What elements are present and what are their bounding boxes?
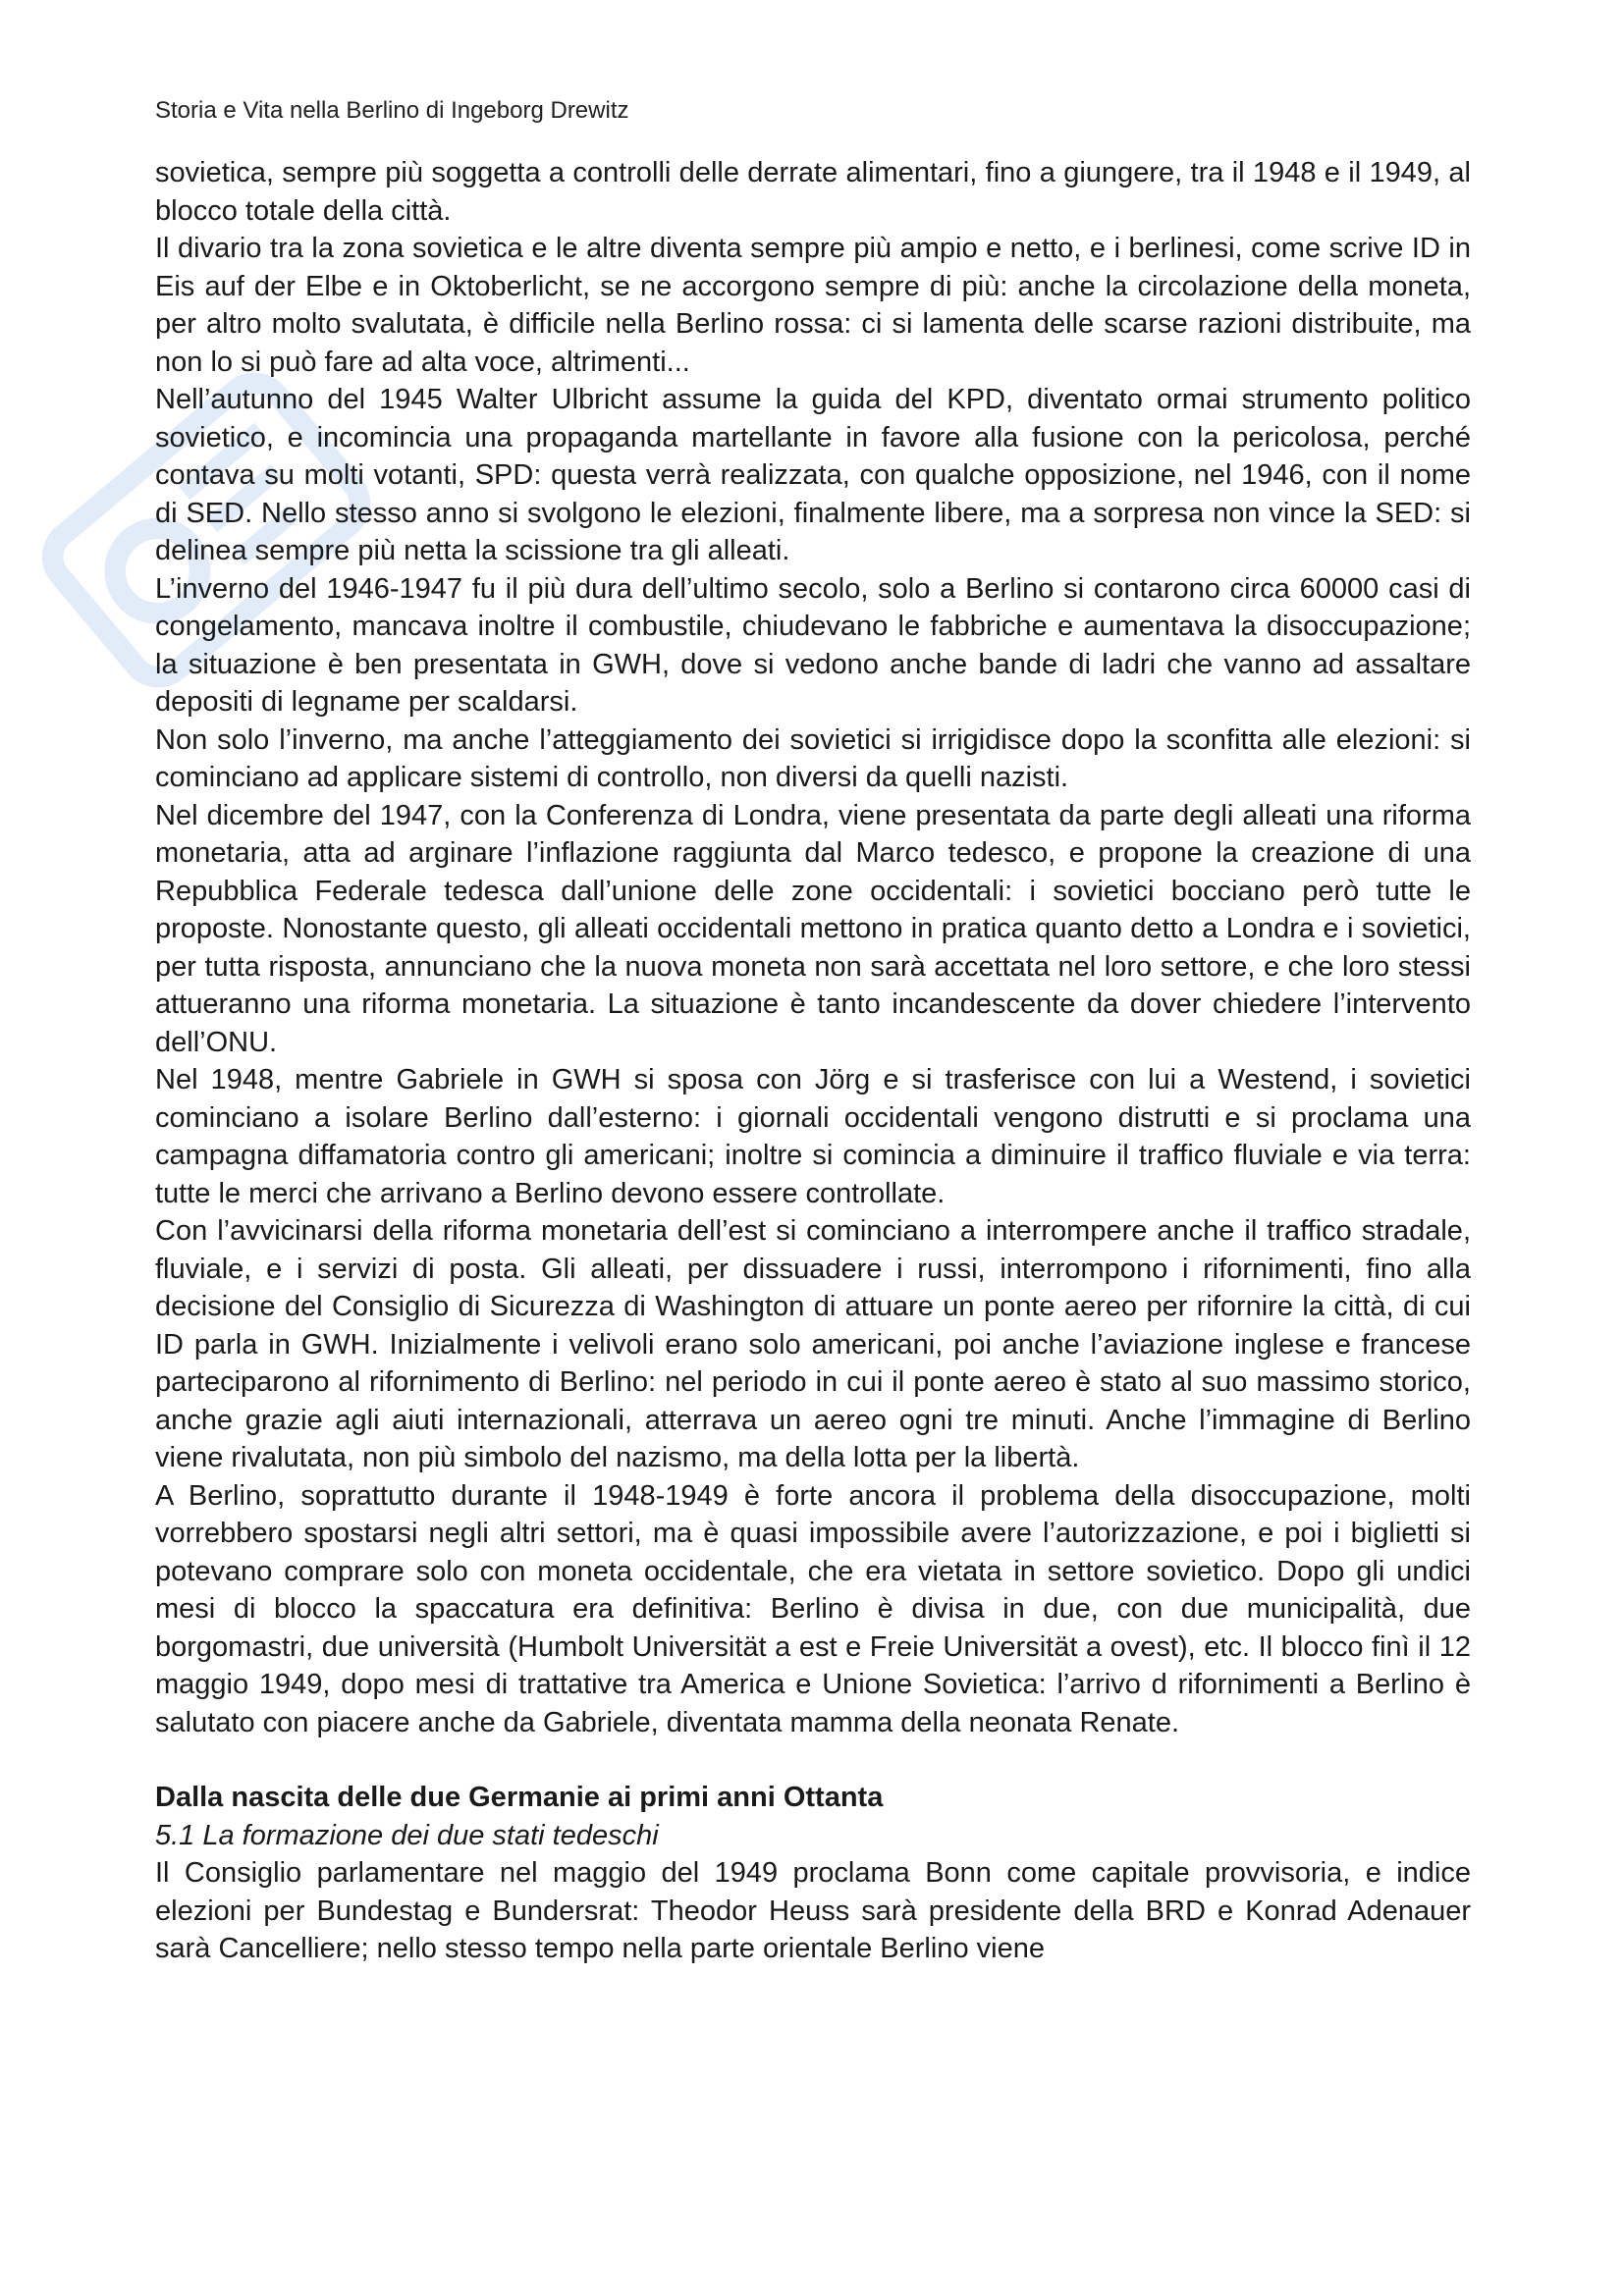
body-paragraph: Il divario tra la zona sovietica e le altre diventa sempre più ampio e netto, e i berlinesi, come scrive ID in Eis auf der Elbe e in Oktoberlicht, se ne accorgono sempre di più: anche la circolazione della moneta, per altro molto svalutata, è difficile nella Berlino rossa: ci si lamenta delle scarse razioni distribuite, ma non lo si può fare ad alta voce, altrimenti...: [155, 233, 1471, 378]
subsection-title: 5.1 La formazione dei due stati tedeschi: [155, 1819, 659, 1851]
body-paragraph: A Berlino, soprattutto durante il 1948-1949 è forte ancora il problema della disoccupazione, molti vorrebbero spostarsi negli altri settori, ma è quasi impossibile avere l’autorizzazione, e poi i biglietti si potevano comprare solo con moneta occidentale, che era vietata in settore sovietico. Dopo gli undici mesi di blocco la spaccatura era definitiva: Berlino è divisa in due, con due municipalità, due borgomastri, due università (Humbolt Universität a est e Freie Universität a ovest), etc. Il blocco finì il 12 maggio 1949, dopo mesi di trattative tra America e Unione Sovietica: l’arrivo d rifornimenti a Berlino è salutato con piacere anche da Gabriele, diventata mamma della neonata Renate.: [155, 1479, 1471, 1738]
page-content: [155, 154, 1471, 1968]
body-paragraph: Il Consiglio parlamentare nel maggio del 1949 proclama Bonn come capitale provvisoria, e indice elezioni per Bundestag e Bundersrat: Theodor Heuss sarà presidente della BRD e Konrad Adenauer sarà Cancelliere; nello stesso tempo nella parte orientale Berlino viene: [155, 1857, 1471, 1964]
body-paragraph: Non solo l’inverno, ma anche l’atteggiamento dei sovietici si irrigidisce dopo la sconfitta alle elezioni: si cominciano ad applicare sistemi di controllo, non diversi da quelli nazisti.: [155, 723, 1471, 793]
body-paragraph: Nell’autunno del 1945 Walter Ulbricht assume la guida del KPD, diventato ormai strumento politico sovietico, e incomincia una propaganda martellante in favore alla fusione con la pericolosa, perché contava su molti votanti, SPD: questa verrà realizzata, con qualche opposizione, nel 1946, con il nome di SED. Nello stesso anno si svolgono le elezioni, finalmente libere, ma a sorpresa non vince la SED: si delinea sempre più netta la scissione tra gli alleati.: [155, 384, 1471, 566]
section-title: Dalla nascita delle due Germanie ai primi anni Ottanta: [155, 1782, 884, 1813]
section: [155, 1779, 1471, 1968]
body-paragraph: Con l’avvicinarsi della riforma monetaria dell’est si cominciano a interrompere anche il traffico stradale, fluviale, e i servizi di posta. Gli alleati, per dissuadere i russi, interrompono i rifornimenti, fino alla decisione del Consiglio di Sicurezza di Washington di attuare un ponte aereo per rifornire la città, di cui ID parla in GWH. Inizialmente i velivoli erano solo americani, poi anche l’aviazione inglese e francese parteciparono al rifornimento di Berlino: nel periodo in cui il ponte aereo è stato al suo massimo storico, anche grazie agli aiuti internazionali, atterrava un aereo ogni tre minuti. Anche l’immagine di Berlino viene rivalutata, non più simbolo del nazismo, ma della lotta per la libertà.: [155, 1215, 1471, 1473]
body-paragraph: sovietica, sempre più soggetta a controlli delle derrate alimentari, fino a giungere, tra il 1948 e il 1949, al blocco totale della città.: [155, 157, 1471, 227]
body-paragraph: L’inverno del 1946-1947 fu il più dura dell’ultimo secolo, solo a Berlino si contarono circa 60000 casi di congelamento, mancava inoltre il combustile, chiudevano le fabbriche e aumentava la disoccupazione; la situazione è ben presentata in GWH, dove si vedono anche bande di ladri che vanno ad assaltare depositi di legname per scaldarsi.: [155, 572, 1471, 718]
body-paragraph: Nel 1948, mentre Gabriele in GWH si sposa con Jörg e si trasferisce con lui a Westend, i sovietici cominciano a isolare Berlino dall’esterno: i giornali occidentali vengono distrutti e si proclama una campagna diffamatoria contro gli americani; inoltre si comincia a diminuire il traffico fluviale e via terra: tutte le merci che arrivano a Berlino devono essere controllate.: [155, 1064, 1471, 1209]
running-header: Storia e Vita nella Berlino di Ingeborg Drewitz: [155, 97, 629, 124]
body-paragraph: Nel dicembre del 1947, con la Conferenza di Londra, viene presentata da parte degli alleati una riforma monetaria, atta ad arginare l’inflazione raggiunta dal Marco tedesco, e propone la creazione di una Repubblica Federale tedesca dall’unione delle zone occidentali: i sovietici bocciano però tutte le proposte. Nonostante questo, gli alleati occidentali mettono in pratica quanto detto a Londra e i sovietici, per tutta risposta, annunciano che la nuova moneta non sarà accettata nel loro settore, e che loro stessi attueranno una riforma monetaria. La situazione è tanto incandescente da dover chiedere l’intervento dell’ONU.: [155, 799, 1471, 1058]
